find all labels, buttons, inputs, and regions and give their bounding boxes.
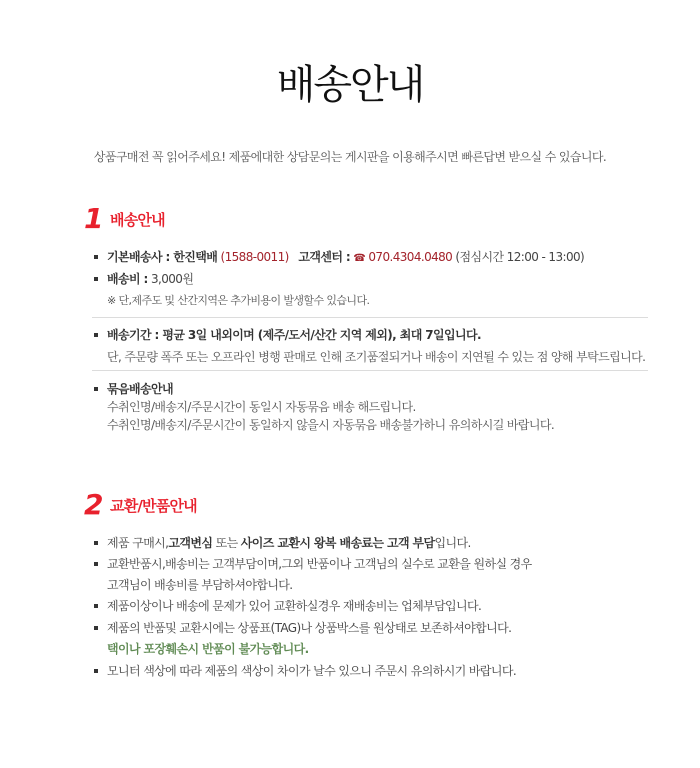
section-number: 2 xyxy=(84,488,104,521)
intro-text: 상품구매전 꼭 읽어주세요! 제품에대한 상담문의는 게시판을 이용해주시면 빠른답변 받으실 수 있습니다. xyxy=(93,150,607,164)
fee-value: 3,000원 xyxy=(150,272,194,286)
divider xyxy=(92,317,648,318)
courier-phone: (1588-0011) xyxy=(220,250,289,264)
item-text: 제품 구매시, xyxy=(107,536,169,550)
bundle-line: 수취인명/배송지/주문시간이 동일시 자동묶음 배송 해드립니다. xyxy=(107,400,416,414)
bullet-icon xyxy=(94,626,98,630)
bullet-icon xyxy=(94,669,98,673)
item-strong: 사이즈 교환시 왕복 배송료는 고객 부담 xyxy=(240,536,435,550)
courier-label: 기본배송사 : 한진택배 xyxy=(107,250,218,264)
fee-note: ※ 단,제주도 및 산간지역은 추가비용이 발생할수 있습니다. xyxy=(107,294,370,307)
bullet-icon xyxy=(94,541,98,545)
item-text: 제품이상이나 배송에 문제가 있어 교환하실경우 재배송비는 업체부담입니다. xyxy=(107,599,482,613)
bullet-icon xyxy=(94,255,98,259)
page-title: 배송안내 xyxy=(276,62,424,108)
fee-label: 배송비 : xyxy=(107,272,148,286)
section-title: 교환/반품안내 xyxy=(110,497,197,515)
period-text: 배송기간 : 평균 3일 내외이며 (제주/도서/산간 지역 제외), 최대 7일입니다. xyxy=(107,328,481,342)
section-number: 1 xyxy=(84,202,104,235)
bullet-icon xyxy=(94,604,98,608)
item-text: 교환반품시,배송비는 고객부담이며,그외 반품이나 고객님의 실수로 교환을 원하실 경우 xyxy=(107,557,532,571)
center-hours: (점심시간 12:00 - 13:00) xyxy=(455,250,585,264)
item-text: 입니다. xyxy=(434,536,471,550)
section-title: 배송안내 xyxy=(110,211,165,229)
item-text: 제품의 반품및 교환시에는 상품표(TAG)나 상품박스를 원상태로 보존하셔야합니다. xyxy=(107,621,512,635)
bullet-icon xyxy=(94,333,98,337)
bullet-icon xyxy=(94,562,98,566)
item-text: 또는 xyxy=(212,536,241,550)
bullet-icon xyxy=(94,277,98,281)
center-phone: 070.4304.0480 xyxy=(368,250,453,264)
bullet-icon xyxy=(94,387,98,391)
phone-icon: ☎ xyxy=(353,253,366,264)
item-text: 모니터 색상에 따라 제품의 색상이 차이가 날수 있으니 주문시 유의하시기 바랍니다. xyxy=(107,664,517,678)
item-strong: 고객변심 xyxy=(168,536,213,550)
item-text: 고객님이 배송비를 부담하셔야합니다. xyxy=(107,578,293,592)
bundle-title: 묶음배송안내 xyxy=(107,382,173,396)
center-label: 고객센터 : xyxy=(298,250,351,264)
warning-text: 택이나 포장훼손시 반품이 불가능합니다. xyxy=(107,642,309,656)
bundle-line: 수취인명/배송지/주문시간이 동일하지 않을시 자동묶음 배송불가하니 유의하시길 바랍니다. xyxy=(107,418,555,432)
divider xyxy=(92,370,648,371)
period-note: 단, 주문량 폭주 또는 오프라인 병행 판매로 인해 조기품절되거나 배송이 지연될 수 있는 점 양해 부탁드립니다. xyxy=(107,350,646,364)
